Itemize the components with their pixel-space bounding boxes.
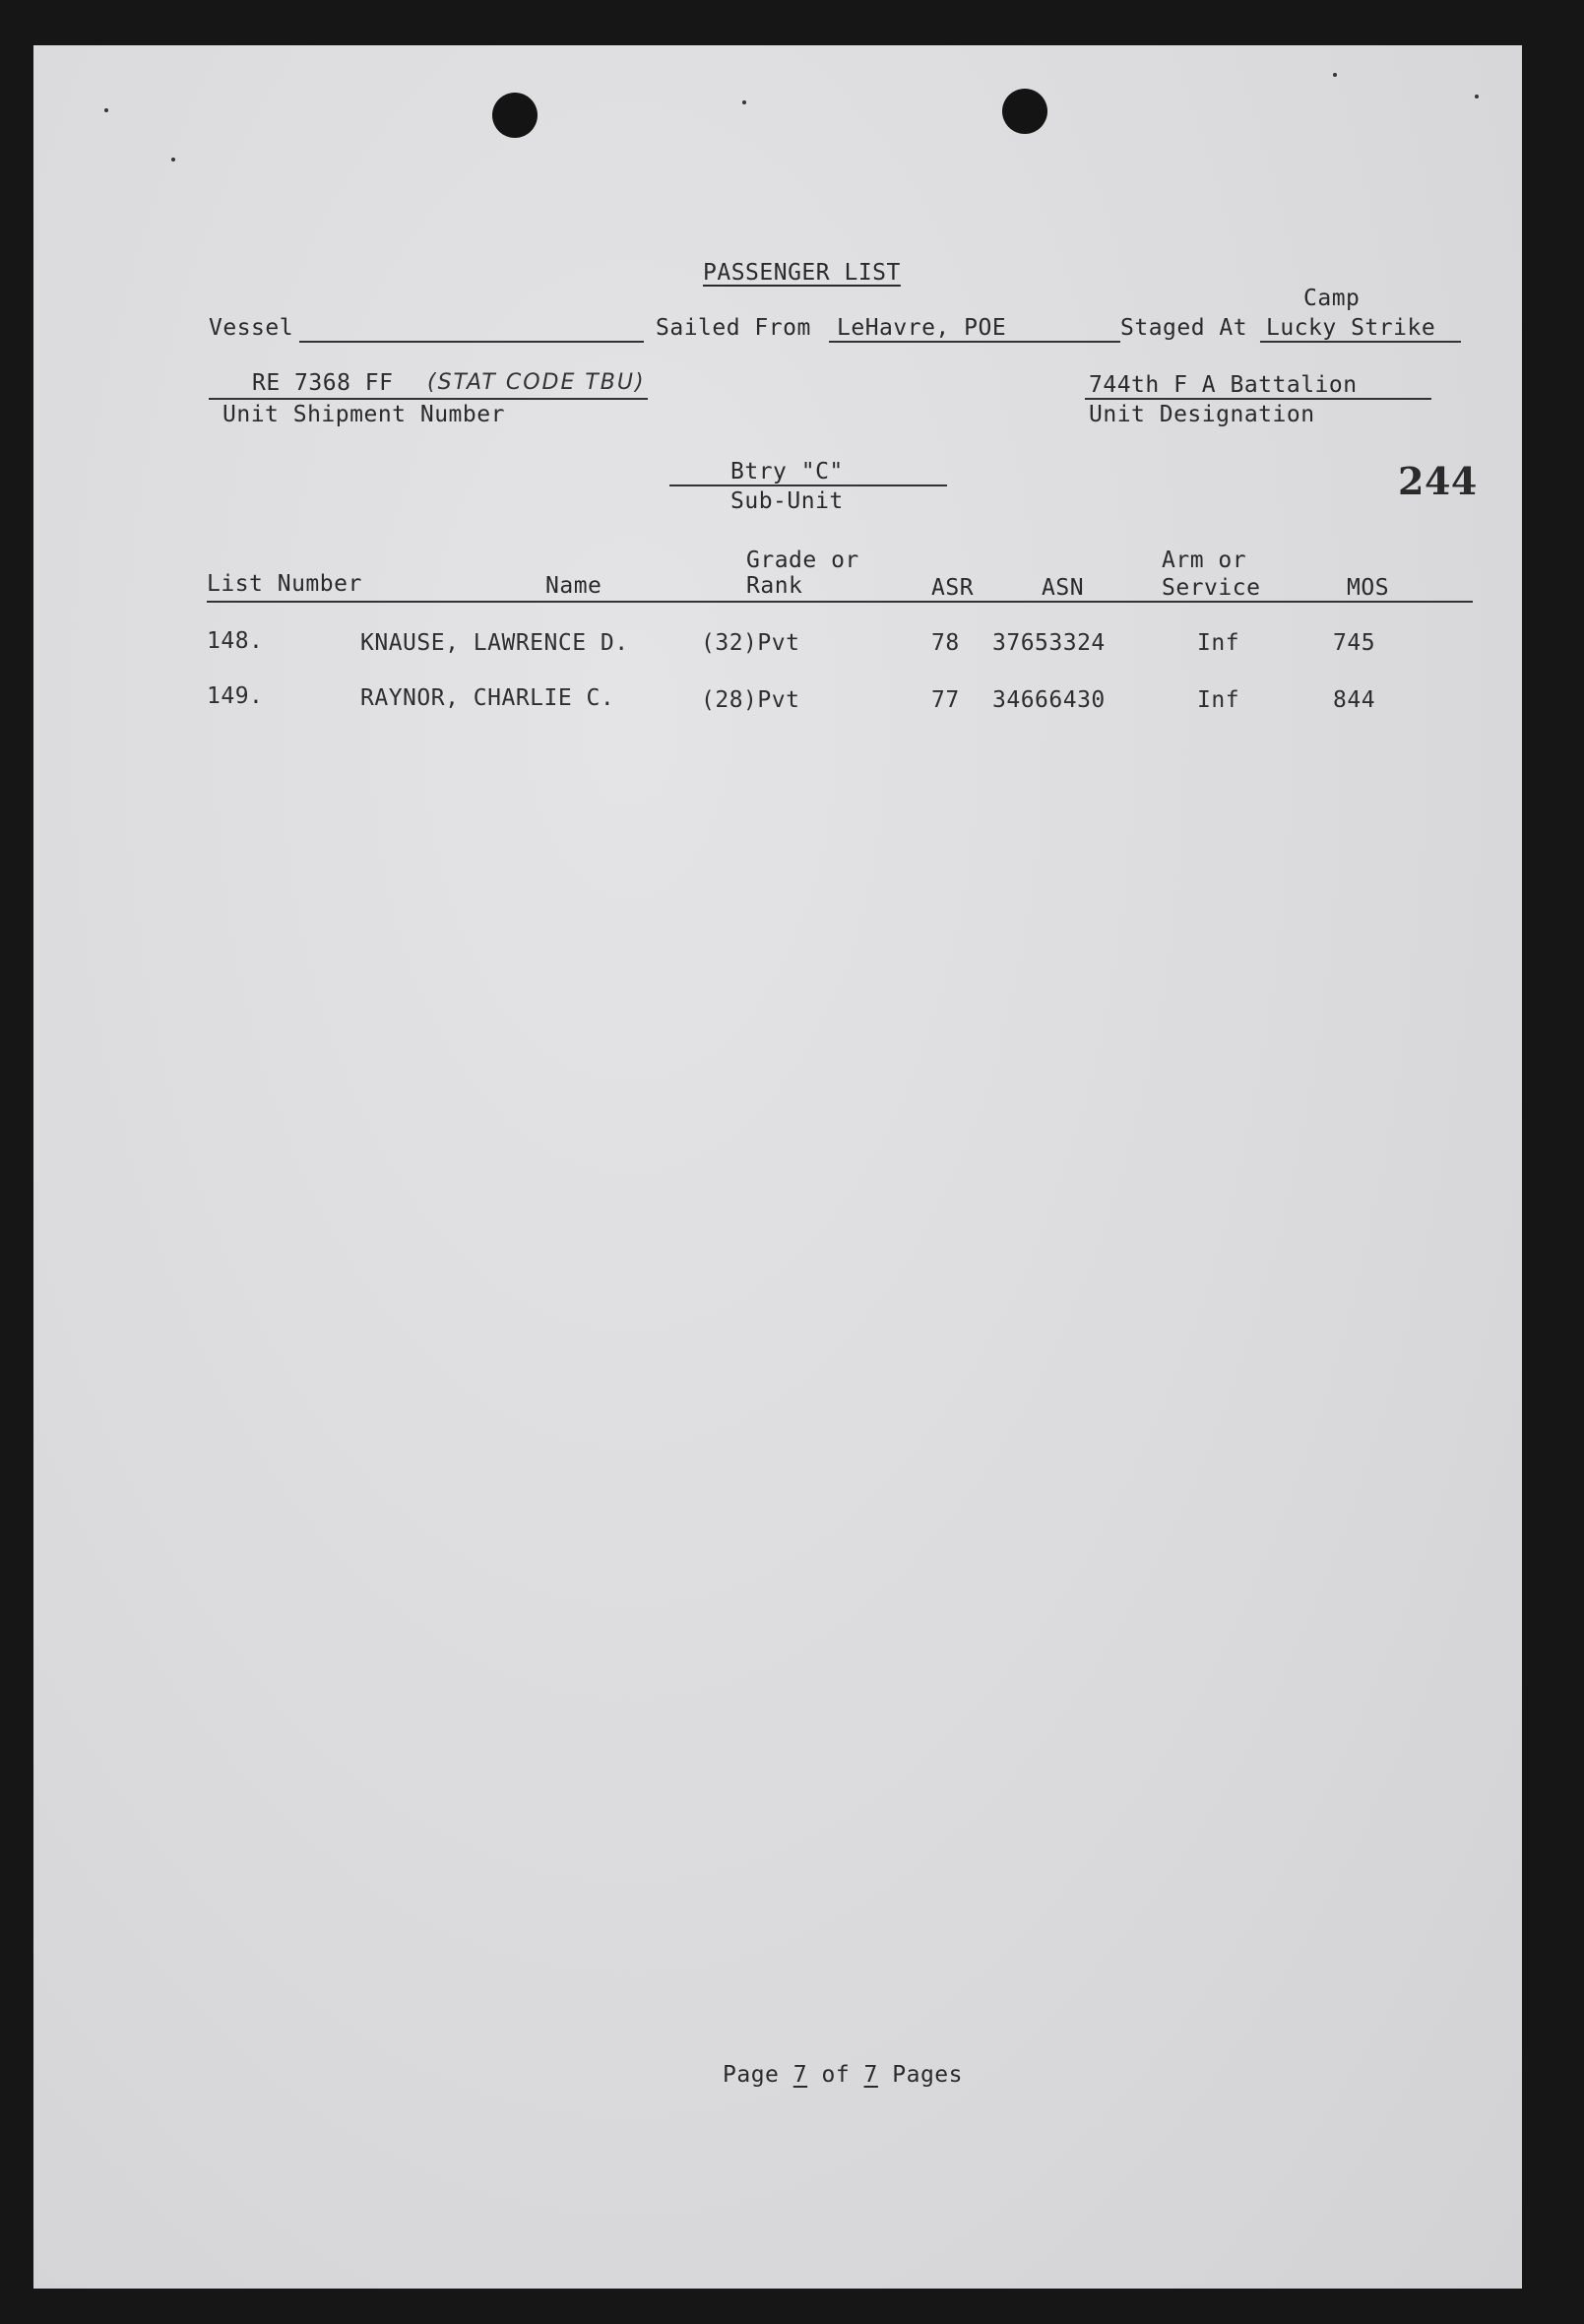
row-grade: (28)Pvt [701, 687, 800, 713]
punch-hole-left [492, 93, 538, 138]
header-list-number: List Number [207, 571, 362, 597]
document-sheet [33, 45, 1522, 2289]
staged-at-label: Staged At [1120, 315, 1248, 341]
row-mos: 745 [1333, 630, 1376, 656]
sub-unit-line [669, 484, 947, 486]
vessel-label: Vessel [209, 315, 294, 341]
camp-label: Camp [1303, 286, 1361, 311]
header-name: Name [545, 573, 602, 599]
row-name: RAYNOR, CHARLIE C. [360, 685, 615, 711]
header-arm-top: Arm or [1162, 548, 1247, 573]
sub-unit-label: Sub-Unit [730, 488, 844, 514]
sub-unit-value: Btry "C" [730, 459, 844, 484]
row-mos: 844 [1333, 687, 1376, 713]
footer-pages-word: Pages [892, 2062, 963, 2088]
footer-total-pages: 7 [863, 2062, 878, 2088]
header-arm-bottom: Service [1162, 575, 1261, 601]
footer-of-word: of [821, 2062, 851, 2088]
row-asr: 77 [931, 687, 960, 713]
header-underline-rest [504, 601, 1473, 603]
speck [171, 158, 175, 161]
row-list-number: 148. [207, 628, 264, 654]
unit-designation-line [1085, 398, 1431, 400]
speck [742, 100, 746, 104]
row-asn: 34666430 [992, 687, 1106, 713]
punch-hole-right [1002, 89, 1047, 134]
sailed-from-line [829, 341, 1120, 343]
speck [1333, 73, 1337, 77]
unit-designation-label: Unit Designation [1089, 402, 1315, 427]
header-grade-top: Grade or [746, 548, 859, 573]
row-asr: 78 [931, 630, 960, 656]
footer-current-page: 7 [792, 2062, 808, 2088]
shipment-number-value: RE 7368 FF [252, 370, 394, 396]
speck [104, 108, 108, 112]
footer-page-word: Page [723, 2062, 780, 2088]
speck [1475, 95, 1479, 98]
row-name: KNAUSE, LAWRENCE D. [360, 630, 629, 656]
sailed-from-label: Sailed From [656, 315, 811, 341]
header-grade-bottom: Rank [746, 573, 803, 599]
row-list-number: 149. [207, 683, 264, 709]
header-asn: ASN [1042, 575, 1085, 601]
header-asr: ASR [931, 575, 975, 601]
shipment-handwritten-note: (STAT CODE TBU) [427, 370, 646, 395]
shipment-number-label: Unit Shipment Number [222, 402, 505, 427]
document-title: PASSENGER LIST [703, 260, 901, 286]
staged-at-line [1260, 341, 1461, 343]
row-arm: Inf [1197, 687, 1240, 713]
row-grade: (32)Pvt [701, 630, 800, 656]
row-arm: Inf [1197, 630, 1240, 656]
page-footer [723, 2062, 963, 2088]
header-mos: MOS [1347, 575, 1390, 601]
sailed-from-value: LeHavre, POE [837, 315, 1007, 341]
vessel-line [299, 341, 644, 343]
unit-designation-value: 744th F A Battalion [1089, 372, 1358, 398]
shipment-line [209, 398, 648, 400]
page-stamp-number: 244 [1398, 459, 1478, 503]
row-asn: 37653324 [992, 630, 1106, 656]
staged-at-value: Lucky Strike [1266, 315, 1436, 341]
header-underline-list [207, 601, 504, 603]
